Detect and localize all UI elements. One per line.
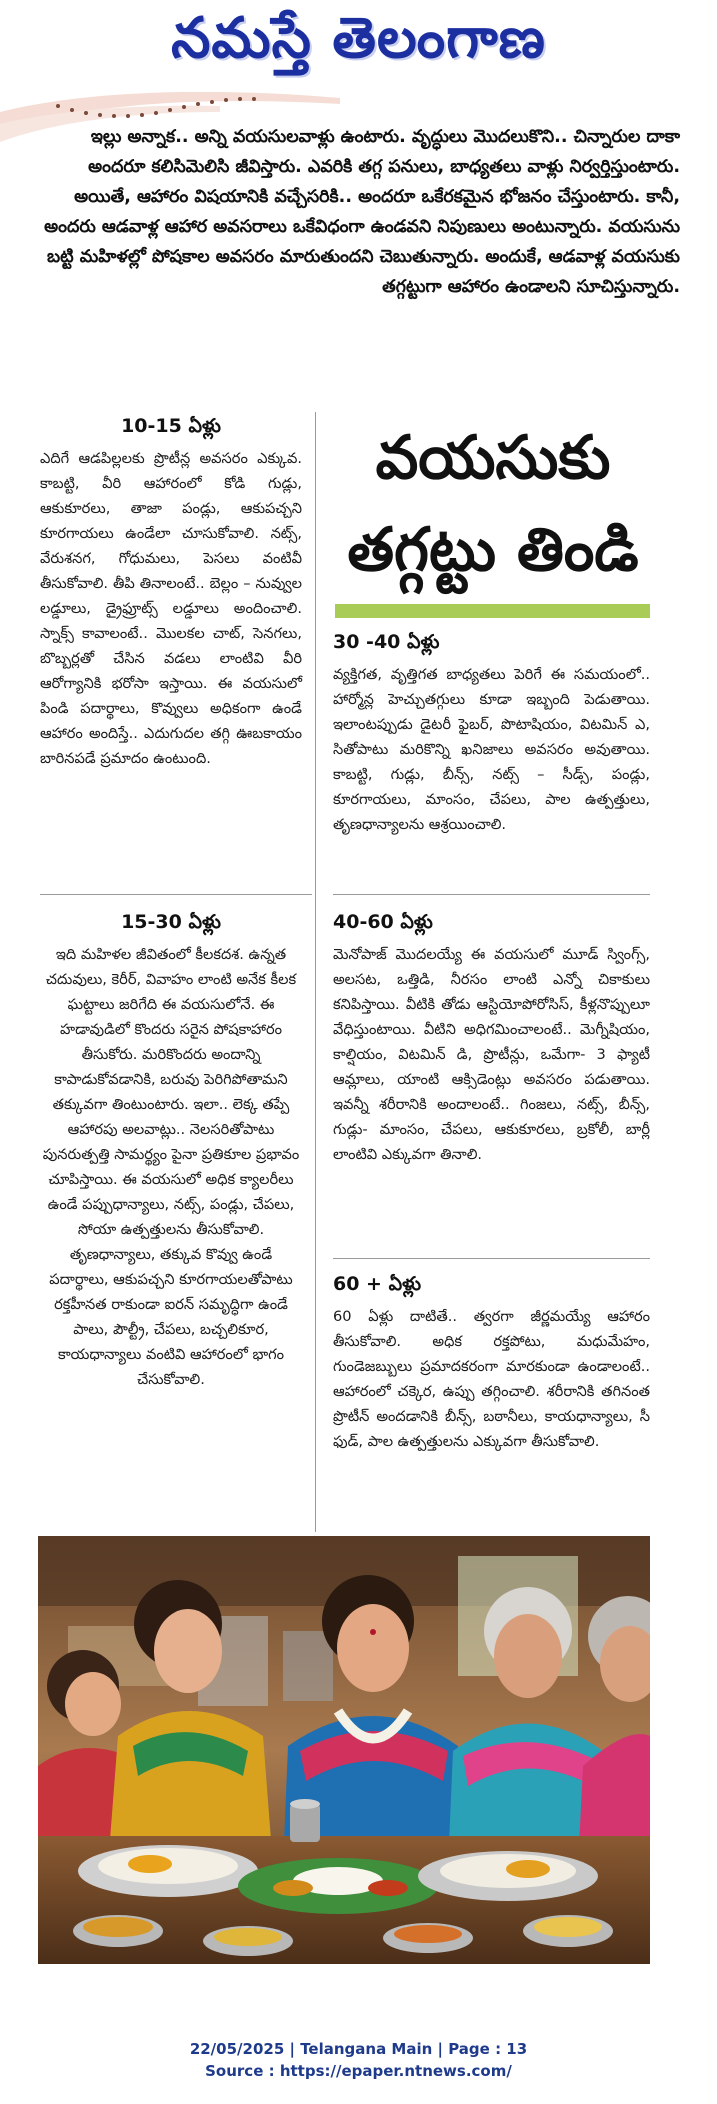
section-10-15-body: ఎదిగే ఆడపిల్లలకు ప్రొటీన్ల అవసరం ఎక్కువ. కాబట్టి, వీరి ఆహారంలో కోడి గుడ్లు, ఆకుకూరలు, తాజా పండ్లు, ఆకుపచ్చని కూరగాయలు ఉండేలా చూసుకోవాలి. నట్స్, వేరుశనగ, గోధుమలు, పెసలు వంటివీ తీసుకోవాలి. తీపి తినాలంటే.. బెల్లం – నువ్వుల లడ్డూలు, డ్రైఫ్రూట్స్ లడ్డూలు అందించాలి. స్నాక్స్ కావాలంటే.. మొలకల చాట్, సెనగలు, బొబ్బర్లతో చేసిన వడలు లాంటివి వీరి ఆరోగ్యానికి భరోసా ఇస్తాయి. ఈ వయసులో పిండి పదార్థాలు, కొవ్వులు అధికంగా ఉండే ఆహారం అందిస్తే.. ఎదుగుదల తగ్గి ఊబకాయం బారినపడే ప్రమాదం ఉంటుంది. <box>40 450 302 767</box>
section-15-30 <box>40 908 302 1392</box>
headline-line-2: తగ్గట్టు తిండి <box>347 515 639 585</box>
headline-line-1: వయసుకు <box>375 423 611 493</box>
section-40-60-heading: 40-60 ఏళ్లు <box>333 911 433 933</box>
section-30-40-body: వ్యక్తిగత, వృత్తిగత బాధ్యతలు పెరిగే ఈ సమయంలో.. హార్మోన్ల హెచ్చుతగ్గులు కూడా ఇబ్బంది పెడుతాయి. ఇలాంటప్పుడు డైటరీ ఫైబర్, పొటాషియం, విటమిన్ ఎ, సితోపాటు మరికొన్ని ఖనిజాలు అవసరం అవుతాయి. కాబట్టి, గుడ్లు, బీన్స్, నట్స్ – సీడ్స్, పండ్లు, కూరగాయలు, మాంసం, చేపలు, పాల ఉత్పత్తులు, తృణధాన్యాలను ఆశ్రయించాలి. <box>333 666 650 833</box>
footer-source: Source : https://epaper.ntnews.com/ <box>205 2062 512 2080</box>
page-footer <box>0 2038 717 2082</box>
right-section-divider-1 <box>333 894 650 895</box>
section-40-60 <box>333 908 650 1167</box>
family-women-eating-meal-icon <box>38 1536 650 1964</box>
section-15-30-heading: 15-30 ఏళ్లు <box>121 911 221 933</box>
column-divider <box>315 412 316 1532</box>
footer-date-edition: 22/05/2025 | Telangana Main | Page : 13 <box>189 2040 528 2058</box>
section-60-plus-body: 60 ఏళ్లు దాటితే.. త్వరగా జీర్ణమయ్యే ఆహారం తీసుకోవాలి. అధిక రక్తపోటు, మధుమేహం, గుండెజబ్బులు ప్రమాదకరంగా మారకుండా ఉండాలంటే.. ఆహారంలో చక్కెర, ఉప్పు తగ్గించాలి. శరీరానికి తగినంత ప్రొటీన్ అందడానికి బీన్స్, బఠానీలు, కాయధాన్యాలు, సీ ఫుడ్, పాల ఉత్పత్తులను ఎక్కువగా తీసుకోవాలి. <box>333 1308 650 1450</box>
left-section-divider <box>40 894 312 895</box>
intro-paragraph: ఇల్లు అన్నాక.. అన్ని వయసులవాళ్లు ఉంటారు. వృద్ధులు మొదలుకొని.. చిన్నారుల దాకా అందరూ కలిసిమెలిసి జీవిస్తారు. ఎవరికి తగ్గ పనులు, బాధ్యతలు వాళ్లు నిర్వర్తిస్తుంటారు. అయితే, ఆహారం విషయానికి వచ్చేసరికి.. అందరూ ఒకేరకమైన భోజనం చేస్తుంటారు. కానీ, అందరు ఆడవాళ్ల ఆహార అవసరాలు ఒకేవిధంగా ఉండవని నిపుణులు అంటున్నారు. వయసును బట్టి మహిళల్లో పోషకాల అవసరం మారుతుందని చెబుతున్నారు. అందుకే, ఆడవాళ్ల వయసుకు తగ్గట్టుగా ఆహారం ఉండాలని సూచిస్తున్నారు. <box>44 127 680 297</box>
section-10-15-heading: 10-15 ఏళ్లు <box>121 415 221 437</box>
section-40-60-body: మెనోపాజ్ మొదలయ్యే ఈ వయసులో మూడ్ స్వింగ్స్, అలసట, ఒత్తిడి, నీరసం లాంటి ఎన్నో చికాకులు కనిపిస్తాయి. వీటికి తోడు ఆస్టియోపోరోసిస్, కీళ్లనొప్పులూ వేధిస్తుంటాయి. వీటిని అధిగమించాలంటే.. మెగ్నీషియం, కాల్షియం, విటమిన్ డి, ప్రొటీన్లు, ఒమేగా- 3 ఫ్యాటీ ఆమ్లాలు, యాంటి ఆక్సిడెంట్లు అవసరం పడుతాయి. ఇవన్నీ శరీరానికి అందాలంటే.. గింజలు, నట్స్, బీన్స్, గుడ్లు- మాంసం, చేపలు, ఆకుకూరలు, బ్రకోలీ, బార్లీ లాంటివి ఎక్కువగా తినాలి. <box>333 946 650 1163</box>
section-10-15 <box>40 412 302 771</box>
section-15-30-body: ఇది మహిళల జీవితంలో కీలకదశ. ఉన్నత చదువులు, కెరీర్, వివాహం లాంటి అనేక కీలక ఘట్టాలు జరిగేది ఈ వయసులోనే. ఈ హడావుడిలో కొందరు సరైన పోషకాహారం తీసుకోరు. మరికొందరు అందాన్ని కాపాడుకోవడానికి, బరువు పెరిగిపోతామని తక్కువగా తింటుంటారు. ఇలా.. లెక్క తప్పే ఆహారపు అలవాట్లు.. నెలసరితోపాటు పునరుత్పత్తి సామర్థ్యం పైనా ప్రతికూల ప్రభావం చూపిస్తాయి. ఈ వయసులో అధిక క్యాలరీలు ఉండే పప్పుధాన్యాలు, నట్స్, పండ్లు, చేపలు, సోయా ఉత్పత్తులను తీసుకోవాలి. తృణధాన్యాలు, తక్కువ కొవ్వు ఉండే పదార్థాలు, ఆకుపచ్చని కూరగాయలతోపాటు రక్తహీనత రాకుండా ఐరన్ సమృద్ధిగా ఉండే పాలు, పౌల్ట్రీ, చేపలు, బచ్చలికూర, కాయధాన్యాలు వంటివి ఆహారంలో భాగం చేసుకోవాలి. <box>42 946 300 1388</box>
section-30-40 <box>333 628 650 837</box>
right-section-divider-2 <box>333 1258 650 1259</box>
masthead-title: నమస్తే తెలంగాణ <box>171 6 546 71</box>
family-meal-illustration <box>38 1536 650 1964</box>
headline-accent-bar <box>335 604 650 618</box>
section-60-plus <box>333 1270 650 1454</box>
section-60-plus-heading: 60 + ఏళ్లు <box>333 1273 422 1295</box>
section-30-40-heading: 30 -40 ఏళ్లు <box>333 631 440 653</box>
headline <box>333 412 653 596</box>
